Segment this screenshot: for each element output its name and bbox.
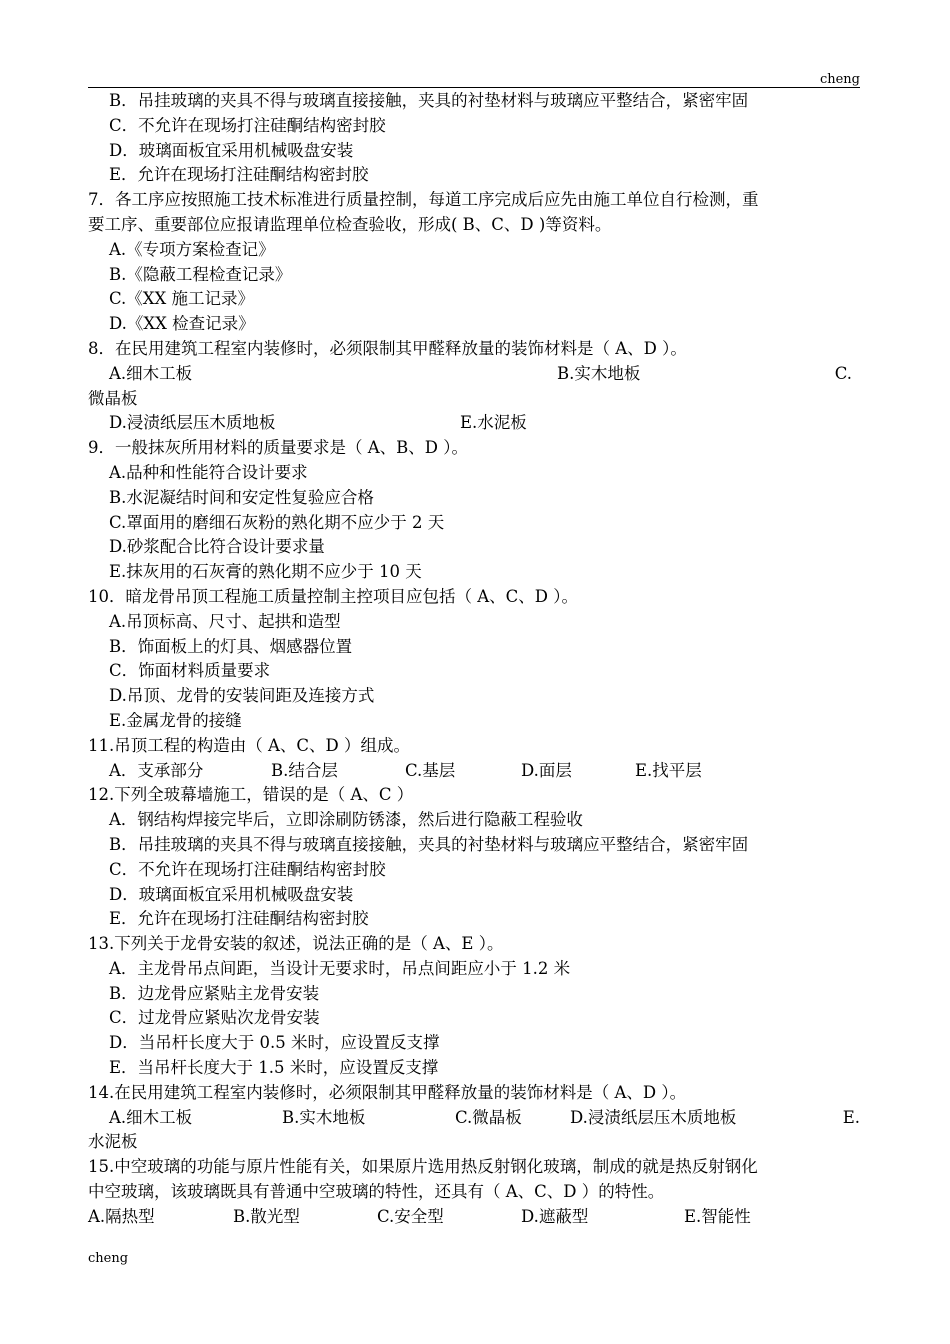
- q14-option-c: C.微晶板: [455, 1107, 522, 1127]
- q14-option-b: B.实木地板: [282, 1107, 366, 1127]
- q11-options-row: [88, 759, 860, 784]
- q7-stem-line2: 要工序、重要部位应报请监理单位检查验收，形成( B、C、D )等资料。: [88, 214, 612, 234]
- q13-stem: 13.下列关于龙骨安装的叙述，说法正确的是（ A、E ）。: [88, 934, 504, 954]
- q8-option-c-head: C.: [834, 363, 852, 383]
- q8-option-d: D.浸渍纸层压木质地板: [109, 413, 276, 433]
- q13-option-d: D．当吊杆长度大于 0.5 米时，应设置反支撑: [109, 1033, 440, 1053]
- q8-option-c-tail: 微晶板: [88, 388, 138, 408]
- q7-option-b: B.《隐蔽工程检查记录》: [109, 264, 292, 284]
- q11-option-a: A．支承部分: [109, 760, 204, 780]
- q14-option-d: D.浸渍纸层压木质地板: [570, 1107, 737, 1127]
- q15-option-a: A.隔热型: [88, 1206, 155, 1226]
- q6-option-d: D．玻璃面板宜采用机械吸盘安装: [109, 140, 354, 160]
- q13-option-a: A．主龙骨吊点间距，当设计无要求时，吊点间距应小于 1.2 米: [109, 958, 571, 978]
- q11-option-b: B.结合层: [271, 760, 338, 780]
- q15-option-c: C.安全型: [377, 1206, 444, 1226]
- q7-option-c: C.《XX 施工记录》: [109, 289, 255, 309]
- q14-options-row: [88, 1106, 860, 1131]
- q12-option-c: C．不允许在现场打注硅酮结构密封胶: [109, 859, 386, 879]
- q10-option-b: B．饰面板上的灯具、烟感器位置: [109, 636, 353, 656]
- q9-option-c: C.罩面用的磨细石灰粉的熟化期不应少于 2 天: [109, 512, 445, 532]
- q10-option-e: E.金属龙骨的接缝: [109, 710, 242, 730]
- q14-stem: 14.在民用建筑工程室内装修时，必须限制其甲醛释放量的装饰材料是（ A、D ）。: [88, 1082, 687, 1102]
- q9-option-a: A.品种和性能符合设计要求: [109, 462, 308, 482]
- q6-option-e: E．允许在现场打注硅酮结构密封胶: [109, 165, 369, 185]
- q15-stem-line2: 中空玻璃，该玻璃既具有普通中空玻璃的特性，还具有（ A、C、D ）的特性。: [88, 1182, 665, 1202]
- q8-option-e: E.水泥板: [460, 413, 527, 433]
- q9-option-d: D.砂浆配合比符合设计要求量: [109, 537, 325, 557]
- q7-option-d: D.《XX 检查记录》: [109, 314, 255, 334]
- q9-option-b: B.水泥凝结时间和安定性复验应合格: [109, 487, 374, 507]
- q15-option-e: E.智能性: [684, 1206, 751, 1226]
- q10-stem: 10．暗龙骨吊顶工程施工质量控制主控项目应包括（ A、C、D ）。: [88, 586, 579, 606]
- q8-option-a: A.细木工板: [109, 363, 193, 383]
- q13-option-e: E．当吊杆长度大于 1.5 米时，应设置反支撑: [109, 1058, 439, 1078]
- q10-option-a: A.吊顶标高、尺寸、起拱和造型: [109, 611, 341, 631]
- document-body: [88, 89, 860, 1230]
- q11-stem: 11.吊顶工程的构造由（ A、C、D ）组成。: [88, 735, 410, 755]
- q10-option-d: D.吊顶、龙骨的安装间距及连接方式: [109, 686, 375, 706]
- q13-option-b: B．边龙骨应紧贴主龙骨安装: [109, 983, 320, 1003]
- q12-option-b: B．吊挂玻璃的夹具不得与玻璃直接接触，夹具的衬垫材料与玻璃应平整结合，紧密牢固: [109, 834, 749, 854]
- q8-stem: 8．在民用建筑工程室内装修时，必须限制其甲醛释放量的装饰材料是（ A、D ）。: [88, 338, 687, 358]
- q10-option-c: C．饰面材料质量要求: [109, 661, 271, 681]
- q6-option-c: C．不允许在现场打注硅酮结构密封胶: [109, 115, 386, 135]
- page-header: cheng: [819, 72, 860, 87]
- q15-option-b: B.散光型: [233, 1206, 300, 1226]
- q12-stem: 12.下列全玻幕墙施工，错误的是（ A、C ）: [88, 785, 414, 805]
- q14-option-a: A.细木工板: [109, 1107, 193, 1127]
- q11-option-e: E.找平层: [635, 760, 702, 780]
- q12-option-e: E．允许在现场打注硅酮结构密封胶: [109, 909, 369, 929]
- q15-options-row: [88, 1205, 860, 1230]
- q7-stem-line1: 7．各工序应按照施工技术标准进行质量控制，每道工序完成后应先由施工单位自行检测，重: [88, 190, 759, 210]
- q12-option-d: D．玻璃面板宜采用机械吸盘安装: [109, 884, 354, 904]
- q15-stem-line1: 15.中空玻璃的功能与原片性能有关，如果原片选用热反射钢化玻璃，制成的就是热反射钢化: [88, 1157, 758, 1177]
- q14-option-e-tail: 水泥板: [88, 1132, 138, 1152]
- q6-option-b: B．吊挂玻璃的夹具不得与玻璃直接接触，夹具的衬垫材料与玻璃应平整结合，紧密牢固: [109, 91, 749, 110]
- q11-option-d: D.面层: [521, 760, 572, 780]
- q15-option-d: D.遮蔽型: [521, 1206, 589, 1226]
- q8-option-b: B.实木地板: [557, 363, 641, 383]
- q9-option-e: E.抹灰用的石灰膏的熟化期不应少于 10 天: [109, 562, 422, 582]
- page-footer: cheng: [88, 1251, 129, 1266]
- q13-option-c: C．过龙骨应紧贴次龙骨安装: [109, 1008, 320, 1028]
- q7-option-a: A.《专项方案检查记》: [109, 239, 275, 259]
- q12-option-a: A．钢结构焊接完毕后，立即涂刷防锈漆，然后进行隐蔽工程验收: [109, 810, 583, 830]
- q14-option-e-head: E.: [842, 1107, 860, 1127]
- q11-option-c: C.基层: [405, 760, 456, 780]
- q8-options-row2: [88, 411, 860, 436]
- q9-stem: 9．一般抹灰所用材料的质量要求是（ A、B、D ）。: [88, 438, 469, 458]
- header-rule: [88, 87, 860, 88]
- q8-options-row1: [88, 362, 860, 387]
